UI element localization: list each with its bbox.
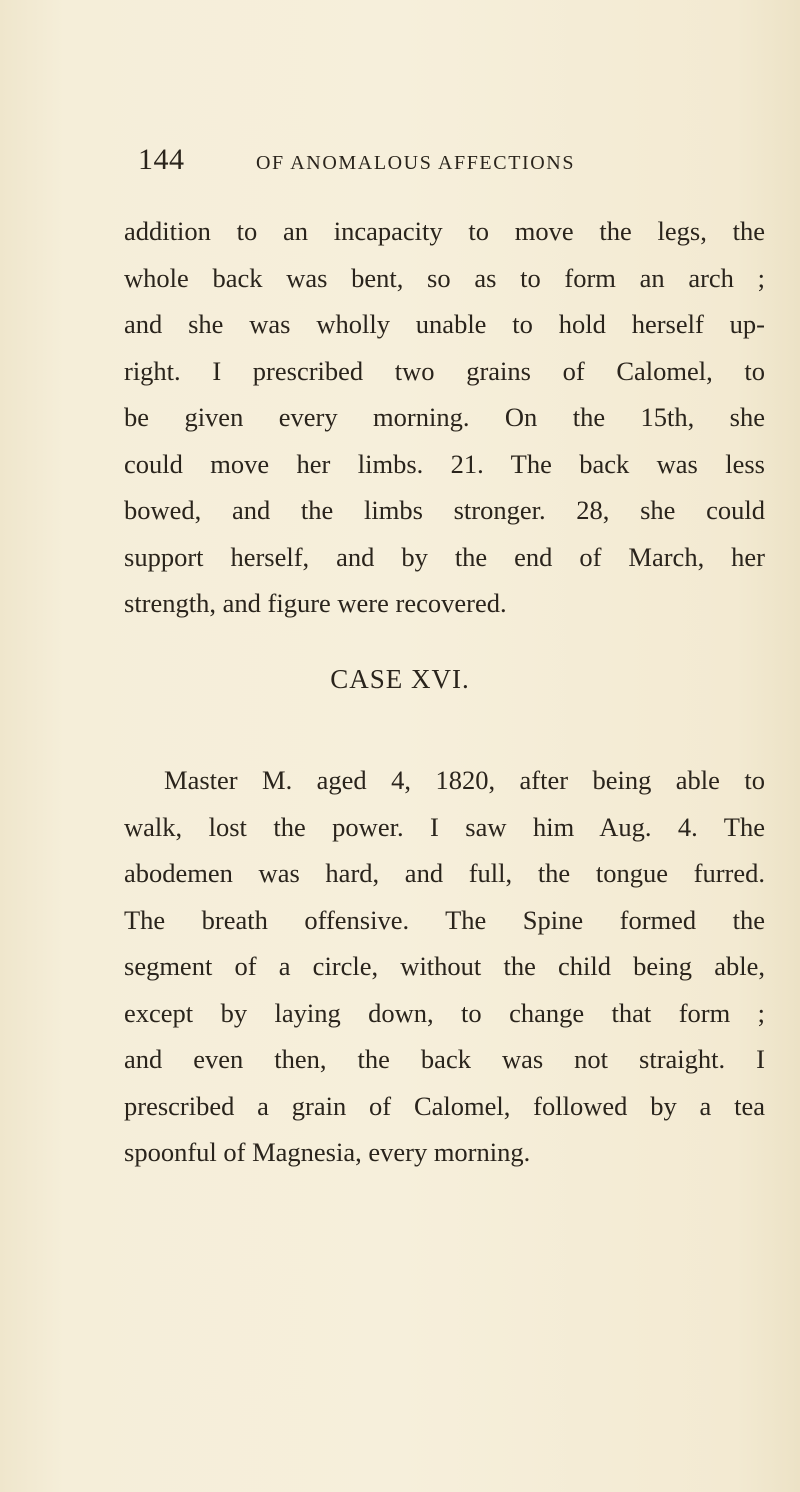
paragraph-2 <box>124 757 765 1176</box>
text-line: bowed, and the limbs stronger. 28, she could <box>124 495 765 525</box>
page-number: 144 <box>138 143 185 176</box>
text-line: abodemen was hard, and full, the tongue furred. <box>124 858 765 888</box>
text-line: right. I prescribed two grains of Calomel, to <box>124 355 765 386</box>
text-line: segment of a circle, without the child being able, <box>124 951 765 981</box>
case-heading: CASE XVI. <box>330 664 470 694</box>
text-line: whole back was bent, so as to form an arch ; <box>124 262 765 293</box>
text-line: The breath offensive. The Spine formed the <box>124 904 765 935</box>
text-line: addition to an incapacity to move the legs, the <box>124 216 765 246</box>
text-line: and even then, the back was not straight. I <box>124 1044 765 1074</box>
page-header <box>138 143 760 183</box>
text-line: Master M. aged 4, 1820, after being able to <box>164 765 765 795</box>
text-line: be given every morning. On the 15th, she <box>124 402 765 432</box>
text-line: could move her limbs. 21. The back was less <box>124 448 765 479</box>
text-line: except by laying down, to change that form ; <box>124 997 765 1028</box>
text-line: support herself, and by the end of March, her <box>124 541 765 572</box>
running-head: OF ANOMALOUS AFFECTIONS <box>256 152 576 174</box>
text-line: walk, lost the power. I saw him Aug. 4. The <box>124 811 765 842</box>
text-line: strength, and figure were recovered. <box>124 588 507 618</box>
paragraph-1 <box>124 208 765 627</box>
text-line: prescribed a grain of Calomel, followed by a tea <box>124 1090 765 1121</box>
text-line: and she was wholly unable to hold herself up- <box>124 309 765 339</box>
text-line: spoonful of Magnesia, every morning. <box>124 1137 531 1167</box>
